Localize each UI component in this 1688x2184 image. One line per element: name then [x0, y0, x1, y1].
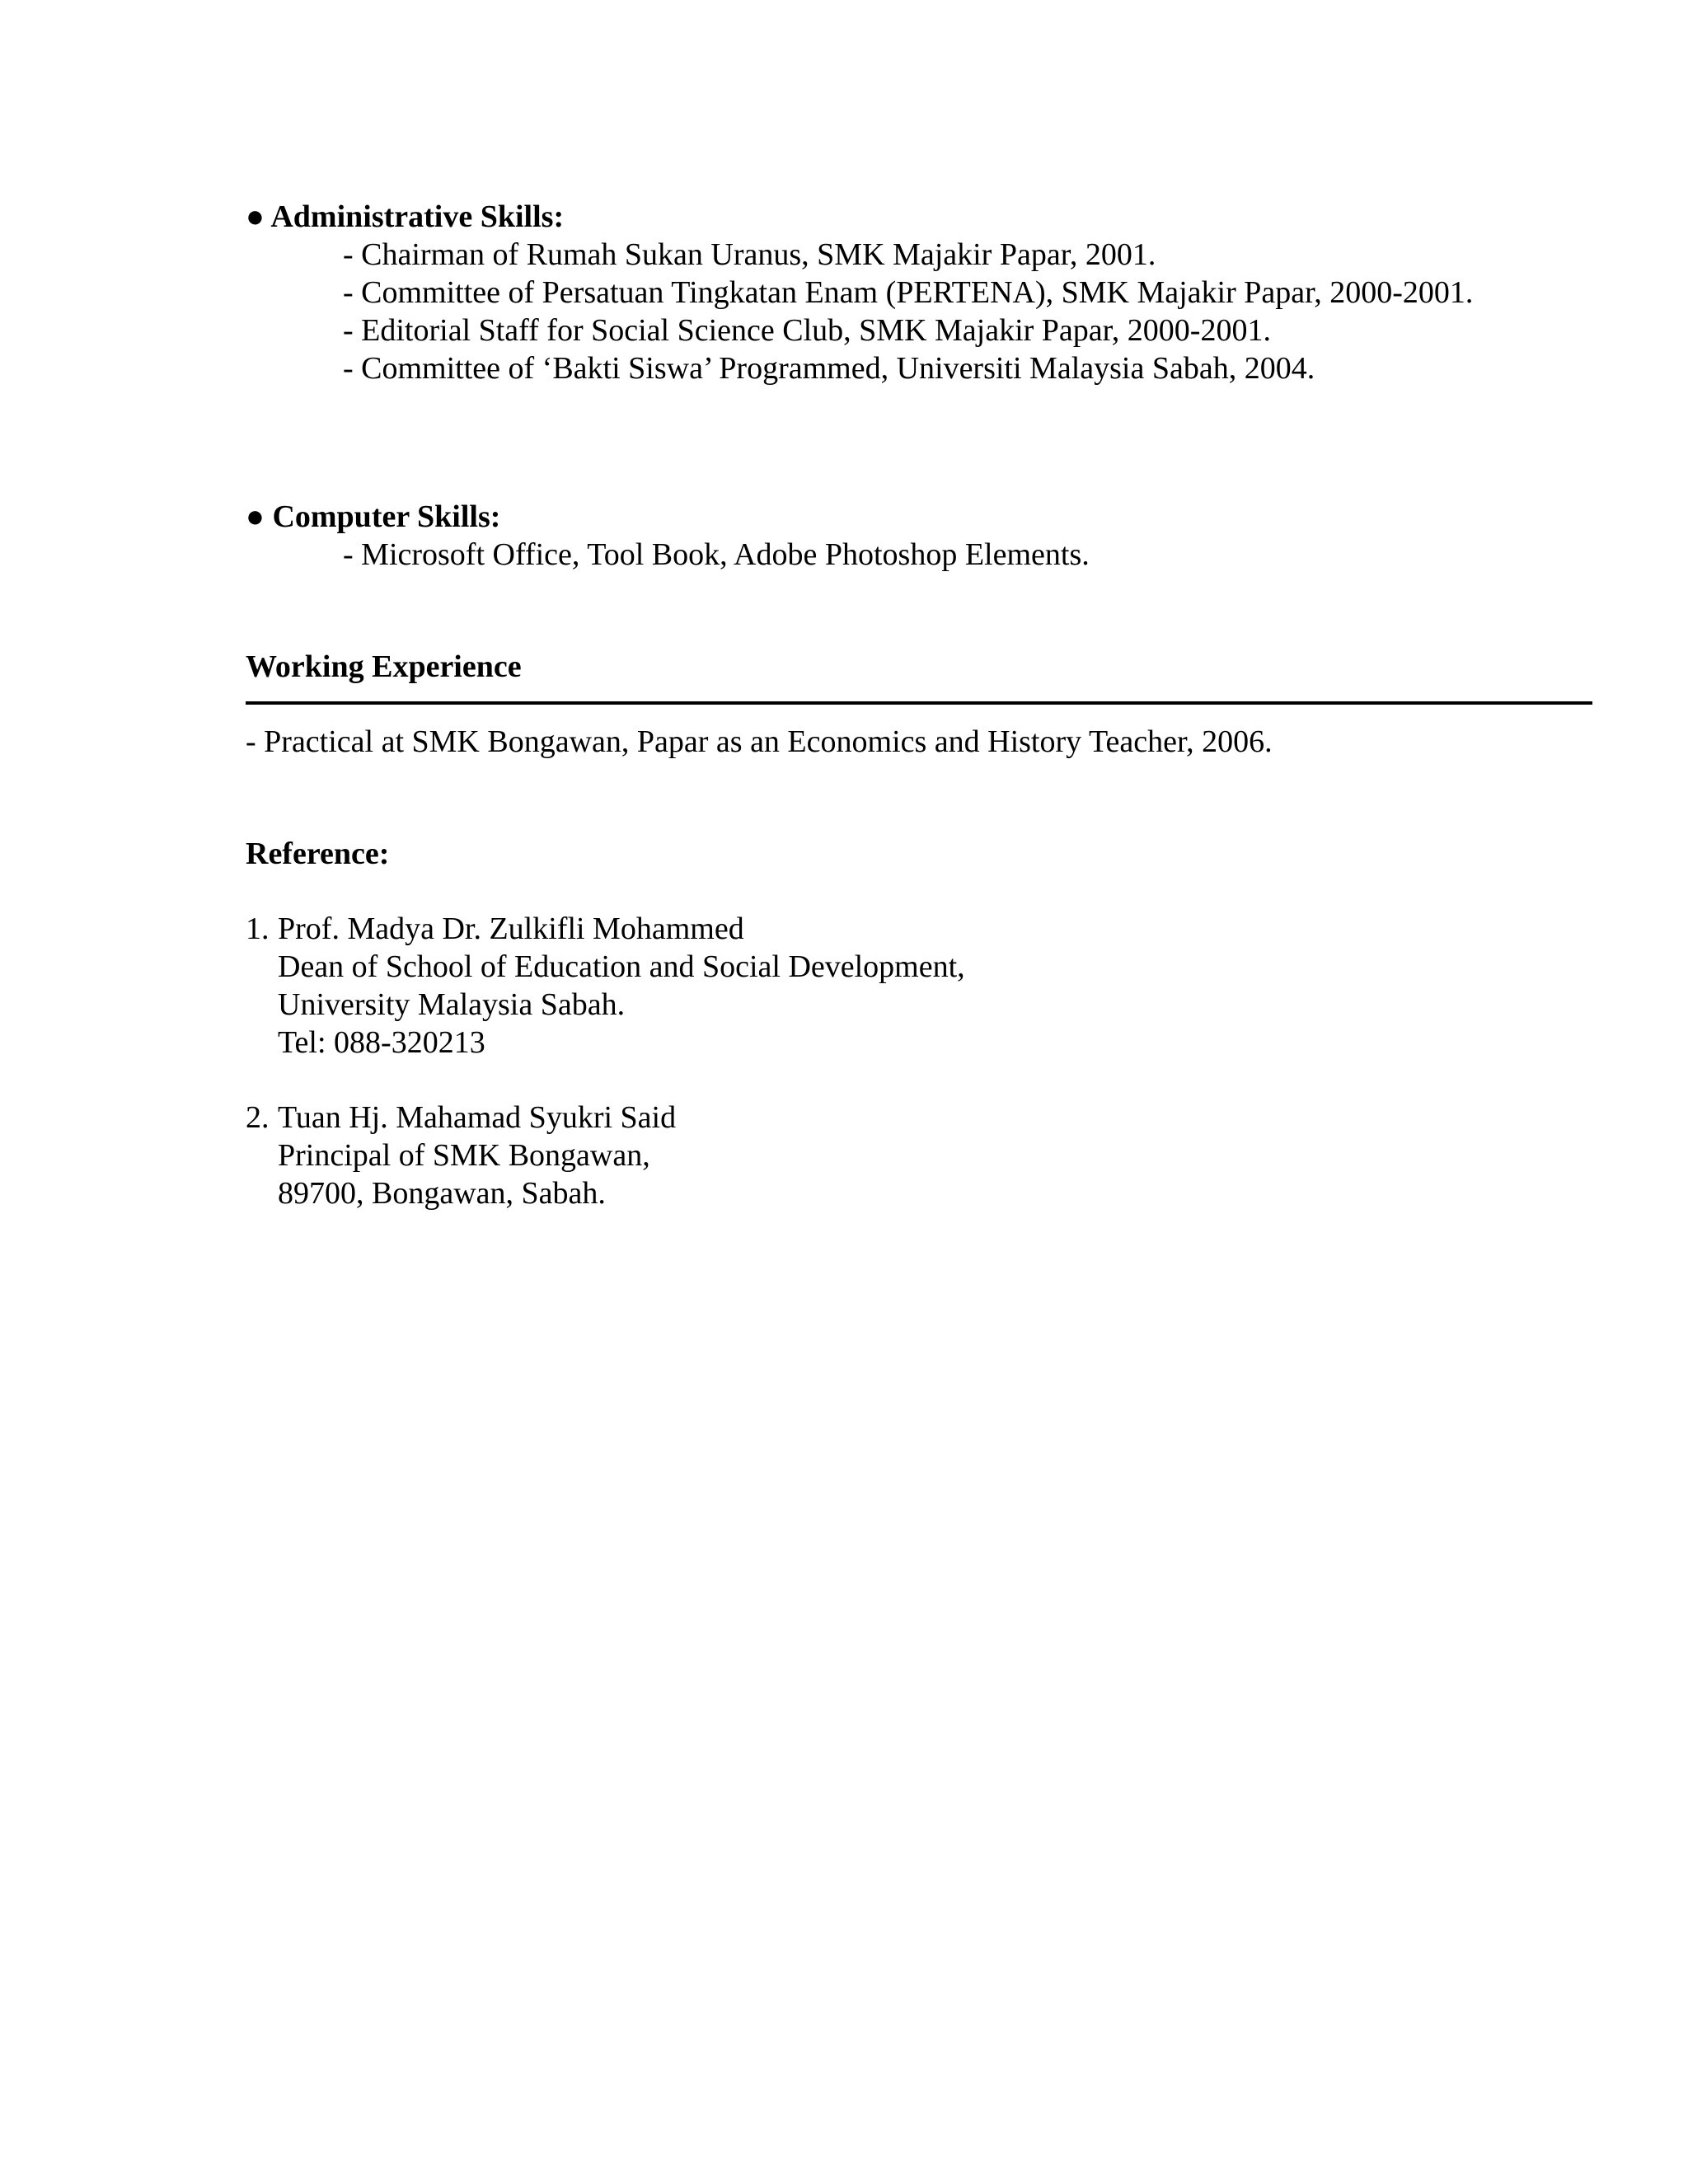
reference-number: 2.	[246, 1100, 270, 1135]
reference-name: Tuan Hj. Mahamad Syukri Said	[278, 1100, 677, 1135]
reference-number: 1.	[246, 912, 270, 946]
reference-line: Principal of SMK Bongawan,	[278, 1138, 650, 1173]
admin-skill-item: - Committee of Persatuan Tingkatan Enam (PERTENA), SMK Majakir Papar, 2000-2001.	[343, 275, 1474, 310]
admin-skill-item: - Editorial Staff for Social Science Club, SMK Majakir Papar, 2000-2001.	[343, 313, 1271, 348]
working-experience-heading: Working Experience	[246, 649, 522, 684]
admin-skill-item: - Committee of ‘Bakti Siswa’ Programmed, Universiti Malaysia Sabah, 2004.	[343, 351, 1315, 386]
reference-line: University Malaysia Sabah.	[278, 987, 626, 1022]
admin-skill-item: - Chairman of Rumah Sukan Uranus, SMK Majakir Papar, 2001.	[343, 237, 1156, 272]
reference-heading: Reference:	[246, 837, 390, 871]
reference-name: Prof. Madya Dr. Zulkifli Mohammed	[278, 912, 744, 946]
computer-skill-item: - Microsoft Office, Tool Book, Adobe Photoshop Elements.	[343, 537, 1090, 572]
administrative-skills-heading: ● Administrative Skills:	[246, 199, 565, 234]
reference-line: Dean of School of Education and Social Development,	[278, 949, 965, 984]
reference-line: Tel: 088-320213	[278, 1025, 485, 1060]
section-divider	[246, 701, 1592, 705]
reference-line: 89700, Bongawan, Sabah.	[278, 1176, 606, 1211]
computer-skills-heading: ● Computer Skills:	[246, 499, 501, 534]
working-experience-item: - Practical at SMK Bongawan, Papar as an Economics and History Teacher, 2006.	[246, 724, 1273, 759]
